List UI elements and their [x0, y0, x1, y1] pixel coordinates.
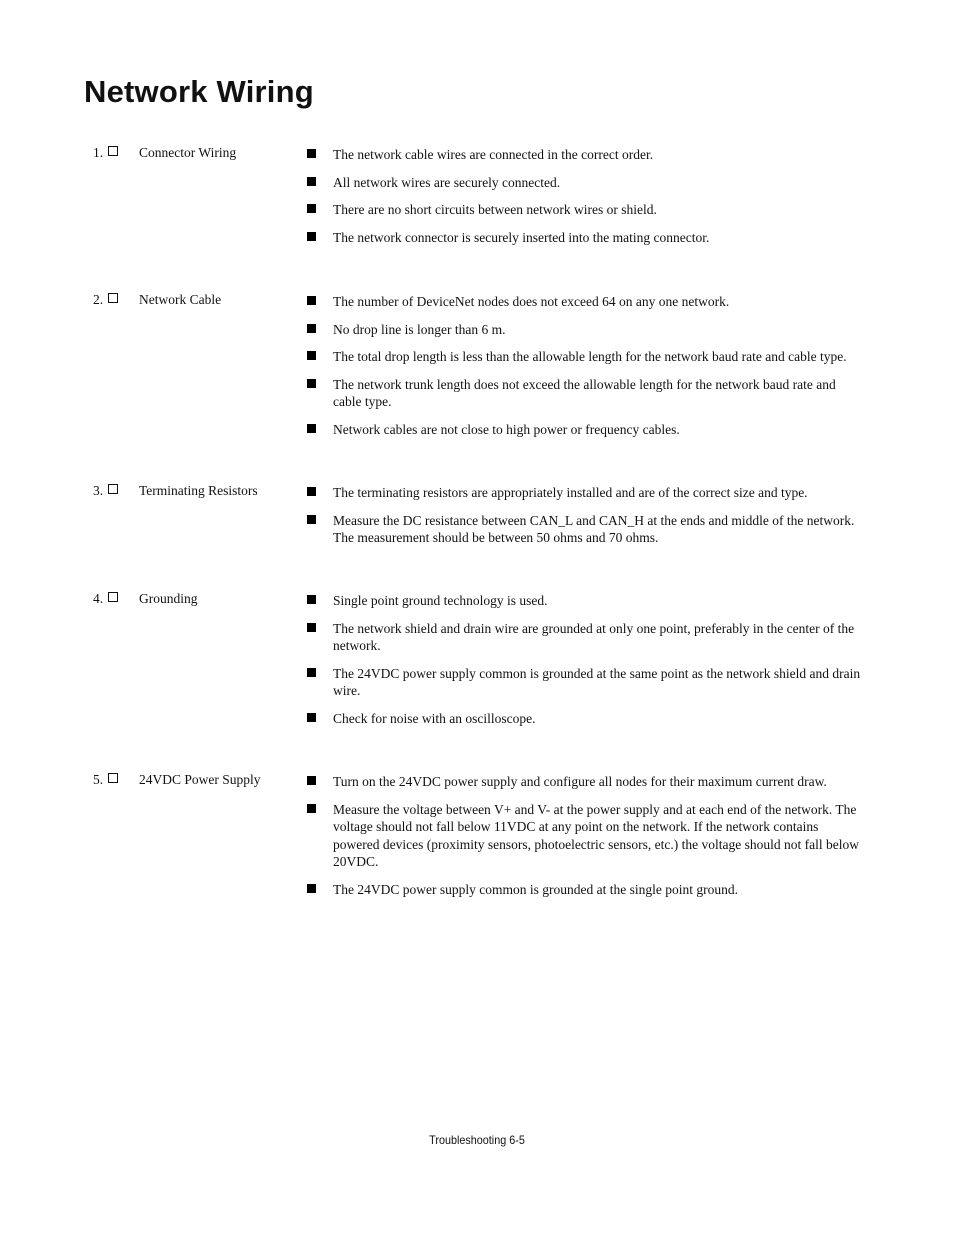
section-label: Terminating Resistors: [139, 483, 258, 498]
item-text: Measure the DC resistance between CAN_L and CAN_H at the ends and middle of the network. The measurement should be between 50 ohms and 70 ohms.: [333, 512, 855, 545]
list-item: [306, 174, 866, 192]
list-item: [306, 710, 866, 728]
list-item: [306, 421, 866, 439]
item-text: No drop line is longer than 6 m.: [333, 321, 506, 337]
list-item: [306, 146, 866, 164]
list-item: [306, 484, 866, 502]
item-text: The terminating resistors are appropriately installed and are of the correct size and type.: [333, 485, 808, 500]
list-item: [306, 229, 866, 247]
bullet-square-icon: [307, 884, 316, 893]
item-text: The network cable wires are connected in the correct order.: [333, 147, 654, 162]
section-number: 1.: [93, 145, 104, 160]
bullet-square-icon: [307, 149, 316, 158]
page-footer: Troubleshooting 6-5: [429, 1133, 525, 1147]
bullet-square-icon: [307, 379, 316, 388]
section-number: 4.: [93, 591, 104, 606]
list-item: [306, 592, 866, 610]
list-item: [306, 512, 866, 547]
item-text: There are no short circuits between network wires or shield.: [333, 202, 657, 217]
item-text: Single point ground technology is used.: [333, 593, 548, 608]
section-number: 5.: [93, 772, 104, 787]
item-list: [306, 592, 866, 737]
checkbox[interactable]: [108, 773, 118, 783]
bullet-square-icon: [307, 351, 316, 360]
checkbox[interactable]: [108, 146, 118, 156]
list-item: [306, 620, 866, 655]
bullet-square-icon: [307, 232, 316, 241]
item-text: The network trunk length does not exceed the allowable length for the network baud rate and cable type.: [333, 376, 836, 409]
bullet-square-icon: [307, 776, 316, 785]
bullet-square-icon: [307, 204, 316, 213]
item-text: All network wires are securely connected.: [333, 174, 561, 190]
section-label: Network Cable: [139, 292, 222, 307]
bullet-square-icon: [307, 668, 316, 677]
item-list: [306, 293, 866, 448]
checkbox[interactable]: [108, 484, 118, 494]
list-item: [306, 881, 866, 899]
item-text: The 24VDC power supply common is grounded at the same point as the network shield and drain wire.: [333, 665, 861, 698]
list-item: [306, 801, 866, 871]
item-text: The network connector is securely inserted into the mating connector.: [333, 229, 710, 245]
bullet-square-icon: [307, 623, 316, 632]
bullet-square-icon: [307, 515, 316, 524]
item-text: Network cables are not close to high power or frequency cables.: [333, 421, 680, 437]
item-text: Measure the voltage between V+ and V- at the power supply and at each end of the network. The voltage should not fall below 11VDC at any point on the network. If the network contains powered devices (proximity sensors, photoelectric sensors, etc.) the voltage should not fall below 20VDC.: [333, 801, 859, 869]
item-text: The number of DeviceNet nodes does not exceed 64 on any one network.: [333, 294, 730, 309]
item-text: Check for noise with an oscilloscope.: [333, 710, 536, 726]
item-text: The network shield and drain wire are grounded at only one point, preferably in the center of the network.: [333, 620, 855, 653]
bullet-square-icon: [307, 595, 316, 604]
checkbox[interactable]: [108, 293, 118, 303]
list-item: [306, 321, 866, 339]
list-item: [306, 293, 866, 311]
list-item: [306, 348, 866, 366]
list-item: [306, 376, 866, 411]
list-item: [306, 201, 866, 219]
section-number: 2.: [93, 292, 104, 307]
list-item: [306, 773, 866, 791]
item-list: [306, 773, 866, 908]
item-list: [306, 146, 866, 256]
item-text: The total drop length is less than the allowable length for the network baud rate and cable type.: [333, 349, 847, 364]
section-label: Grounding: [139, 591, 198, 606]
page-title: Network Wiring: [84, 74, 314, 109]
bullet-square-icon: [307, 424, 316, 433]
bullet-square-icon: [307, 296, 316, 305]
bullet-square-icon: [307, 804, 316, 813]
checkbox[interactable]: [108, 592, 118, 602]
item-text: The 24VDC power supply common is grounded at the single point ground.: [333, 881, 738, 897]
bullet-square-icon: [307, 177, 316, 186]
section-number: 3.: [93, 483, 104, 498]
bullet-square-icon: [307, 487, 316, 496]
section-label: Connector Wiring: [139, 145, 237, 160]
bullet-square-icon: [307, 324, 316, 333]
section-label: 24VDC Power Supply: [139, 772, 261, 787]
item-list: [306, 484, 866, 557]
bullet-square-icon: [307, 713, 316, 722]
item-text: Turn on the 24VDC power supply and configure all nodes for their maximum current draw.: [333, 774, 827, 789]
list-item: [306, 665, 866, 700]
